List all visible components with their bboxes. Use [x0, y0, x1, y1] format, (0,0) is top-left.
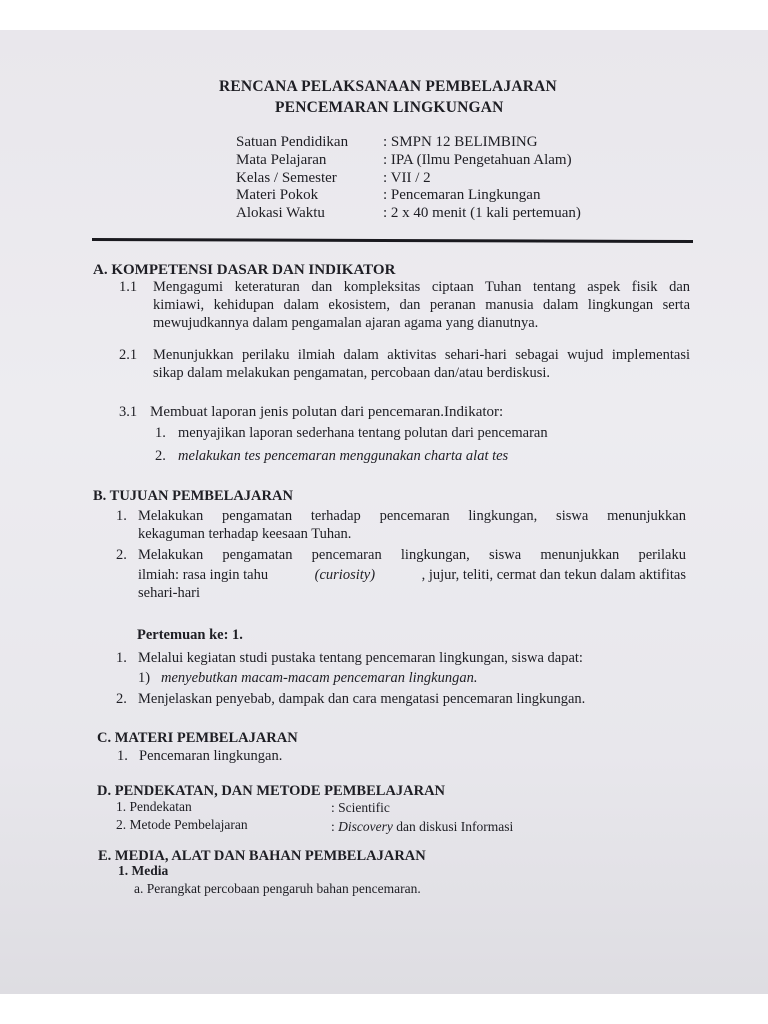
info-value-kelas: : VII / 2	[383, 170, 431, 186]
tujuan-2-line2-part-a: ilmiah: rasa ingin tahu	[138, 567, 269, 583]
metode-value-rest: dan diskusi Informasi	[392, 819, 514, 834]
section-a-heading: A. KOMPETENSI DASAR DAN INDIKATOR	[93, 262, 396, 278]
kd2-line1: Menunjukkan perilaku ilmiah dalam aktivitas sehari-hari sebagai wujud implementasi	[153, 347, 690, 363]
kd2-number: 2.1	[119, 347, 138, 363]
materi-1-number: 1.	[117, 748, 128, 764]
kd1-line3: mewujudkannya dalam pengamalan ajaran agama yang dianutnya.	[153, 315, 539, 331]
media-item-a: a. Perangkat percobaan pengaruh bahan pencemaran.	[134, 881, 421, 896]
pendekatan-value: : Scientific	[331, 800, 390, 815]
tujuan-2-line2-italic: (curiosity)	[314, 567, 376, 583]
pendekatan-label: 1. Pendekatan	[116, 799, 192, 814]
header-divider	[92, 238, 693, 243]
meeting-item-1-text: Melalui kegiatan studi pustaka tentang pencemaran lingkungan, siswa dapat:	[138, 650, 583, 666]
kd3-number: 3.1	[119, 404, 138, 420]
kd1-number: 1.1	[119, 279, 138, 295]
document-title-line2: PENCEMARAN LINGKUNGAN	[275, 99, 504, 116]
section-b-heading: B. TUJUAN PEMBELAJARAN	[93, 488, 293, 504]
info-value-satuan: : SMPN 12 BELIMBING	[383, 134, 538, 150]
kd3-text: Membuat laporan jenis polutan dari pencemaran.Indikator:	[150, 404, 504, 420]
tujuan-1-line2: kekaguman terhadap keesaan Tuhan.	[138, 526, 352, 542]
meeting-item-2-text: Menjelaskan penyebab, dampak dan cara mengatasi pencemaran lingkungan.	[138, 691, 586, 707]
meeting-item-1-number: 1.	[116, 650, 127, 666]
document-title-line1: RENCANA PELAKSANAAN PEMBELAJARAN	[219, 78, 557, 95]
tujuan-2-line3: sehari-hari	[138, 585, 200, 601]
tujuan-2-number: 2.	[116, 547, 127, 563]
meeting-item-2-number: 2.	[116, 691, 127, 707]
indicator-2-text: melakukan tes pencemaran menggunakan charta alat tes	[178, 448, 509, 464]
tujuan-1-line1: Melakukan pengamatan terhadap pencemaran lingkungan, siswa menunjukkan	[138, 508, 686, 524]
info-label-materi: Materi Pokok	[236, 187, 319, 203]
info-label-kelas: Kelas / Semester	[236, 170, 337, 186]
meeting-sub-1-text: menyebutkan macam-macam pencemaran lingkungan.	[161, 670, 478, 686]
info-label-satuan: Satuan Pendidikan	[236, 134, 349, 150]
tujuan-2-line2-part-c: , jujur, teliti, cermat dan tekun dalam aktifitas	[421, 567, 686, 583]
info-value-alokasi: : 2 x 40 menit (1 kali pertemuan)	[383, 205, 581, 221]
indicator-2-number: 2.	[155, 448, 166, 464]
tujuan-2-line2	[138, 567, 686, 584]
tujuan-1-number: 1.	[116, 508, 127, 524]
metode-value-prefix: :	[331, 819, 339, 834]
media-subheading: 1. Media	[118, 863, 169, 878]
metode-value-italic: Discovery	[338, 819, 393, 834]
section-c-heading: C. MATERI PEMBELAJARAN	[97, 730, 298, 746]
section-e-heading: E. MEDIA, ALAT DAN BAHAN PEMBELAJARAN	[98, 848, 426, 864]
indicator-1-number: 1.	[155, 425, 166, 441]
meeting-sub-1-number: 1)	[138, 670, 151, 686]
info-value-materi: : Pencemaran Lingkungan	[383, 187, 541, 203]
meeting-heading: Pertemuan ke: 1.	[137, 627, 243, 643]
info-value-mapel: : IPA (Ilmu Pengetahuan Alam)	[383, 152, 572, 168]
section-d-heading: D. PENDEKATAN, DAN METODE PEMBELAJARAN	[97, 783, 446, 799]
metode-value	[331, 818, 513, 835]
kd2-line2: sikap dalam melakukan pengamatan, percobaan dan/atau berdiskusi.	[153, 365, 550, 381]
tujuan-2-line1: Melakukan pengamatan pencemaran lingkungan, siswa menunjukkan perilaku	[138, 547, 686, 563]
info-label-alokasi: Alokasi Waktu	[236, 205, 325, 221]
info-label-mapel: Mata Pelajaran	[236, 152, 327, 168]
metode-label: 2. Metode Pembelajaran	[116, 817, 248, 832]
kd1-line2: kimiawi, kehidupan dalam ekosistem, dan peranan manusia dalam lingkungan serta	[153, 297, 690, 313]
materi-1-text: Pencemaran lingkungan.	[139, 748, 283, 764]
indicator-1-text: menyajikan laporan sederhana tentang polutan dari pencemaran	[178, 425, 548, 441]
kd1-line1: Mengagumi keteraturan dan kompleksitas ciptaan Tuhan tentang aspek fisik dan	[153, 279, 690, 295]
